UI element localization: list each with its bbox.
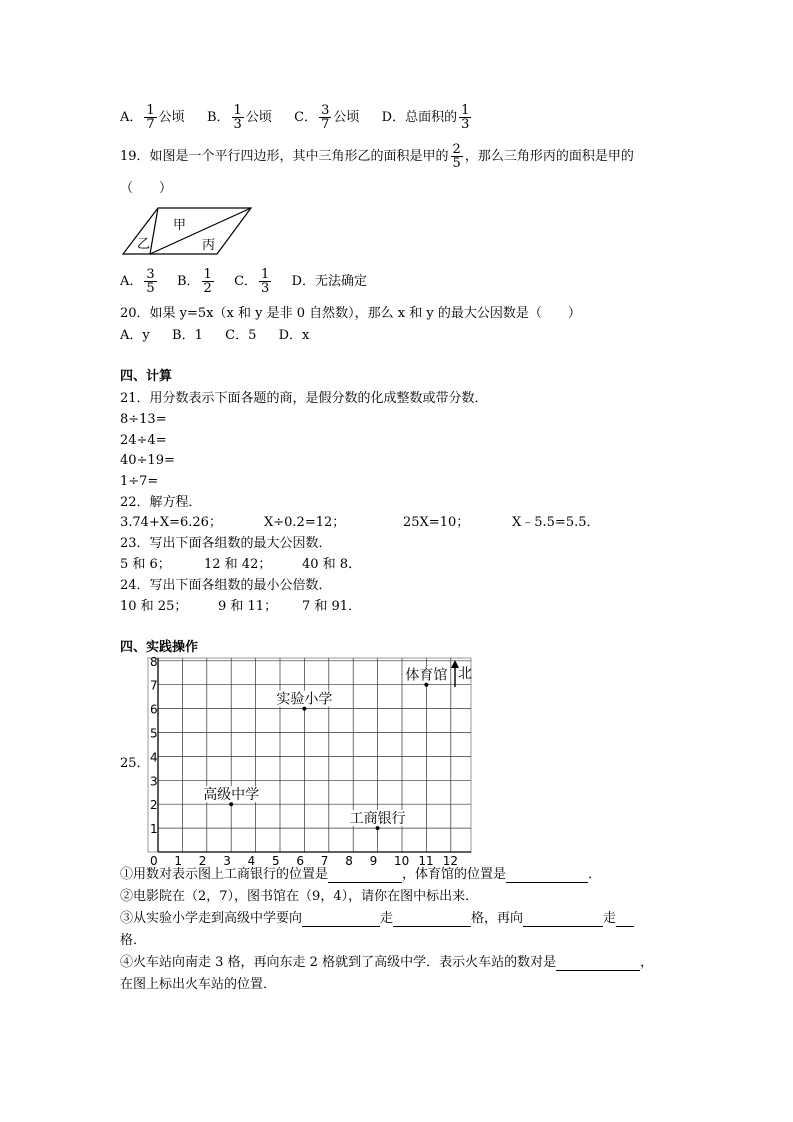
sub1-text-cont: ，体育馆的位置是 bbox=[402, 867, 507, 882]
fraction bbox=[319, 104, 331, 131]
q19-option-d: D．无法确定 bbox=[291, 274, 368, 289]
q18-option-a bbox=[120, 103, 189, 132]
section-calc-title: 四、计算 bbox=[120, 369, 173, 384]
option-label: A． bbox=[120, 110, 143, 125]
q23-question: 23．写出下面各组数的最大公因数． bbox=[120, 536, 332, 551]
x-tick-label: 5 bbox=[272, 854, 280, 868]
fraction bbox=[144, 268, 156, 295]
q18-option-c bbox=[294, 103, 363, 132]
x-tick-labels bbox=[150, 854, 458, 868]
numerator: 1 bbox=[461, 103, 470, 118]
unit: 公顷 bbox=[333, 110, 360, 125]
q22-item-3: 25X=10； bbox=[403, 515, 470, 530]
option-label: B． bbox=[176, 274, 200, 289]
q19-answer-paren: （ ） bbox=[120, 181, 173, 196]
y-tick-label: 3 bbox=[150, 774, 158, 789]
numerator: 1 bbox=[146, 103, 155, 118]
sub1-text: ①用数对表示图上工商银行的位置是 bbox=[120, 867, 329, 882]
answer-blank-steps-2[interactable] bbox=[616, 912, 634, 927]
place-label: 实验小学 bbox=[276, 691, 333, 708]
q25-number: 25． bbox=[120, 756, 150, 771]
sub4-text: ④火车站向南走 3 格，再向东走 2 格就到了高级中学．表示火车站的数对是 bbox=[120, 955, 557, 970]
q20-question: 20．如果 y=5x（x 和 y 是非 0 自然数），那么 x 和 y 的最大公因数是（ ） bbox=[120, 306, 581, 321]
denominator: 3 bbox=[261, 281, 270, 296]
denominator: 5 bbox=[452, 156, 461, 171]
fraction bbox=[144, 104, 156, 131]
q25-sub4-end: 在图上标出火车站的位置． bbox=[120, 977, 277, 992]
option-label: C． bbox=[234, 274, 258, 289]
x-tick-label: 6 bbox=[296, 854, 305, 868]
q21-item-1: 8÷13= bbox=[120, 412, 167, 427]
sub3-text: ③从实验小学走到高级中学要向 bbox=[120, 911, 303, 926]
denominator: 7 bbox=[321, 117, 330, 132]
x-tick-label: 1 bbox=[174, 854, 183, 868]
x-tick-label: 7 bbox=[320, 854, 329, 868]
q24-question: 24．写出下面各组数的最小公倍数． bbox=[120, 578, 332, 593]
answer-blank-steps-1[interactable] bbox=[393, 912, 471, 927]
numerator: 1 bbox=[203, 267, 212, 282]
q18-option-b bbox=[206, 103, 276, 132]
option-label: B． bbox=[206, 110, 230, 125]
numerator: 1 bbox=[233, 103, 242, 118]
denominator: 5 bbox=[146, 281, 155, 296]
sub1-end: ． bbox=[588, 867, 602, 882]
sub3-text-b: 走 bbox=[380, 911, 394, 926]
q21-item-3: 40÷19= bbox=[120, 453, 175, 468]
x-tick-label: 11 bbox=[418, 854, 434, 868]
x-tick-label: 0 bbox=[150, 854, 158, 868]
answer-blank-direction-1[interactable] bbox=[302, 912, 380, 927]
q21-item-4: 1÷7= bbox=[120, 474, 159, 489]
answer-blank-direction-2[interactable] bbox=[523, 912, 603, 927]
grid-axes bbox=[158, 658, 471, 852]
q18-option-d bbox=[381, 103, 474, 132]
x-tick-label: 8 bbox=[345, 854, 353, 868]
fraction bbox=[451, 143, 463, 170]
y-tick-label: 7 bbox=[150, 678, 158, 693]
q19-option-c bbox=[234, 267, 273, 296]
denominator: 3 bbox=[461, 117, 470, 132]
sub3-text-c: 格，再向 bbox=[471, 911, 524, 926]
q19-question bbox=[120, 143, 634, 171]
place-label: 高级中学 bbox=[203, 787, 260, 804]
section-practice-title: 四、实践操作 bbox=[120, 640, 199, 655]
q22-item-2: X÷0.2=12； bbox=[264, 515, 346, 530]
numerator: 3 bbox=[146, 267, 155, 282]
fraction bbox=[202, 268, 214, 295]
answer-blank-station[interactable] bbox=[556, 956, 640, 971]
parallelogram-figure bbox=[120, 205, 255, 257]
fraction bbox=[259, 268, 271, 295]
q19-options bbox=[120, 268, 367, 296]
denominator: 3 bbox=[233, 117, 242, 132]
sub4-text-cont: ， bbox=[640, 955, 654, 970]
q25-sub3-end: 格． bbox=[120, 933, 147, 948]
q19-option-b bbox=[176, 267, 216, 296]
question-text-cont: ，那么三角形丙的面积是甲的 bbox=[464, 149, 634, 164]
q22-item-4: X﹣5.5=5.5． bbox=[512, 515, 600, 530]
x-tick-label: 10 bbox=[394, 854, 410, 868]
q23-item-1: 5 和 6； bbox=[120, 557, 171, 572]
option-label: A． bbox=[120, 274, 143, 289]
x-tick-label: 12 bbox=[442, 854, 459, 868]
answer-blank-stadium[interactable] bbox=[506, 868, 588, 883]
q25-sub4 bbox=[120, 955, 653, 971]
numerator: 2 bbox=[452, 142, 461, 157]
q25-sub1 bbox=[120, 867, 601, 883]
y-tick-label: 2 bbox=[150, 798, 158, 813]
question-text: 19．如图是一个平行四边形，其中三角形乙的面积是甲的 bbox=[120, 149, 449, 164]
north-label: 北 bbox=[458, 666, 472, 682]
numerator: 1 bbox=[261, 267, 270, 282]
q20-option-a: A．y bbox=[120, 328, 150, 343]
option-label: D．总面积的 bbox=[381, 110, 458, 125]
q20-option-d: D．x bbox=[278, 328, 310, 343]
y-tick-label: 6 bbox=[150, 702, 158, 717]
q24-item-2: 9 和 11； bbox=[218, 599, 278, 614]
answer-blank-bank[interactable] bbox=[328, 868, 402, 883]
q22-question: 22．解方程． bbox=[120, 495, 202, 510]
q25-sub3 bbox=[120, 911, 634, 927]
q23-item-3: 40 和 8． bbox=[302, 557, 362, 572]
q18-options bbox=[120, 104, 473, 132]
x-tick-label: 9 bbox=[369, 854, 378, 868]
x-tick-label: 4 bbox=[247, 854, 256, 868]
x-tick-label: 3 bbox=[223, 854, 231, 868]
place-label: 工商银行 bbox=[349, 811, 406, 828]
q24-item-1: 10 和 25； bbox=[120, 599, 188, 614]
unit: 公顷 bbox=[158, 110, 185, 125]
q19-option-a bbox=[120, 267, 159, 296]
y-tick-labels bbox=[150, 656, 158, 836]
fraction bbox=[232, 104, 244, 131]
y-tick-label: 5 bbox=[150, 726, 158, 741]
label-jia: 甲 bbox=[173, 218, 187, 233]
y-tick-label: 8 bbox=[150, 656, 158, 669]
denominator: 7 bbox=[146, 117, 155, 132]
numerator: 3 bbox=[321, 103, 330, 118]
place-markers bbox=[201, 667, 449, 830]
q22-item-1: 3.74+X=6.26； bbox=[120, 515, 222, 530]
q23-item-2: 12 和 42； bbox=[204, 557, 272, 572]
q21-item-2: 24÷4= bbox=[120, 433, 167, 448]
x-tick-label: 2 bbox=[198, 854, 207, 868]
label-bing: 丙 bbox=[202, 238, 216, 253]
label-yi: 乙 bbox=[137, 237, 151, 252]
sub3-text-d: 走 bbox=[603, 911, 617, 926]
coordinate-grid bbox=[140, 656, 480, 868]
q25-sub2: ②电影院在（2，7），图书馆在（9，4），请你在图中标出来． bbox=[120, 889, 479, 904]
place-label: 体育馆 bbox=[405, 667, 448, 684]
grid-lines bbox=[158, 658, 471, 852]
q21-question: 21．用分数表示下面各题的商，是假分数的化成整数或带分数． bbox=[120, 391, 488, 406]
q20-options bbox=[120, 328, 309, 344]
unit: 公顷 bbox=[245, 110, 272, 125]
option-label: C． bbox=[294, 110, 318, 125]
q24-item-3: 7 和 91． bbox=[302, 599, 362, 614]
q20-option-b: B．1 bbox=[172, 328, 203, 343]
denominator: 2 bbox=[203, 281, 212, 296]
y-tick-label: 4 bbox=[150, 750, 158, 765]
fraction bbox=[459, 104, 471, 131]
q20-option-c: C．5 bbox=[225, 328, 257, 343]
y-tick-label: 1 bbox=[150, 822, 158, 837]
